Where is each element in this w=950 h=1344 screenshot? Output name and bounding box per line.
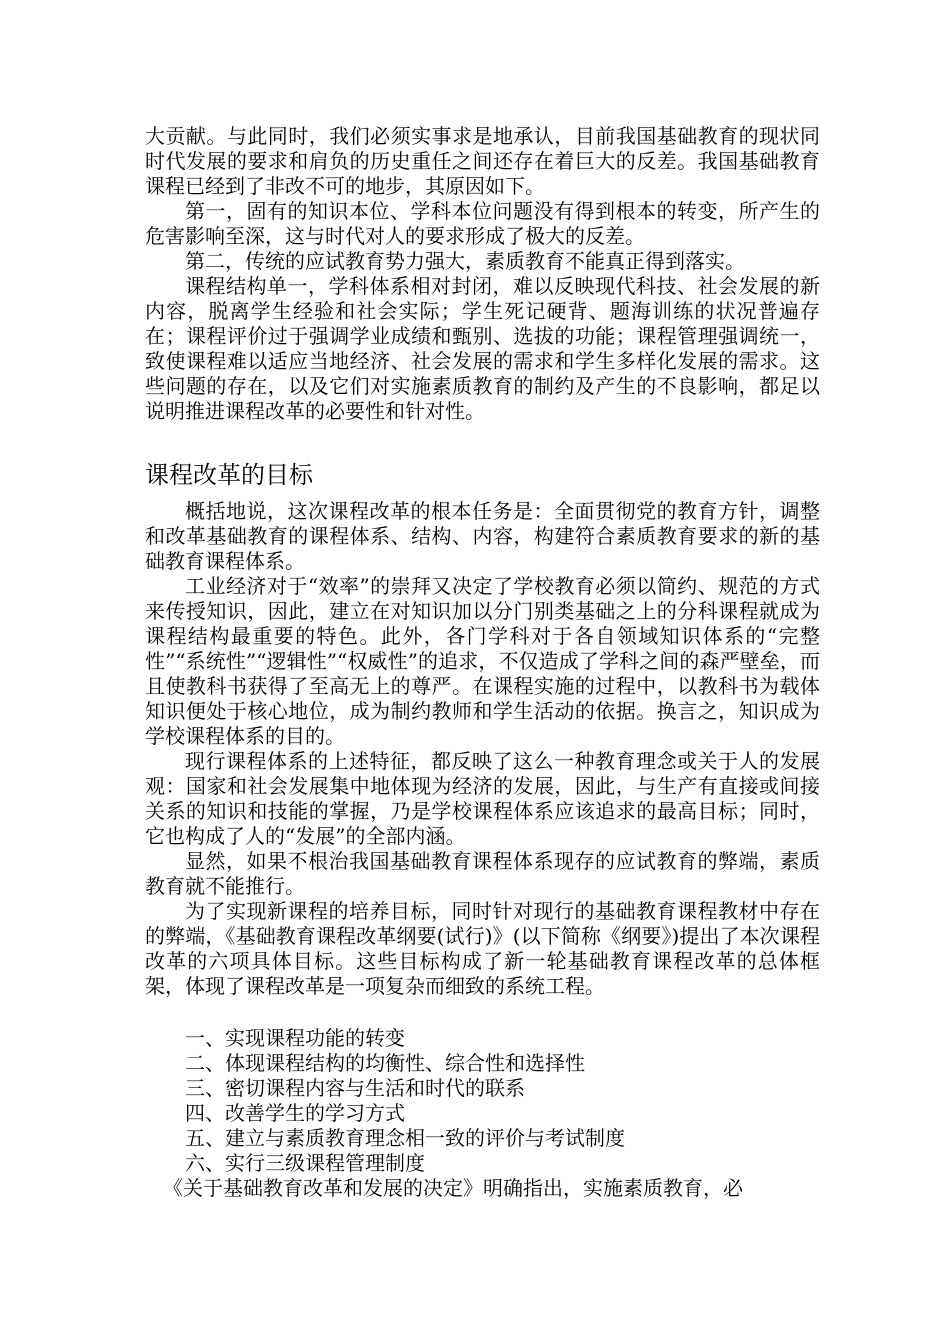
section-paragraph-1: 概括地说，这次课程改革的根本任务是：全面贯彻党的教育方针，调整和改革基础教育的课程体系、结构、内容，构建符合素质教育要求的新的基础教育课程体系。	[145, 499, 820, 573]
goal-item: 六、实行三级课程管理制度	[185, 1151, 425, 1175]
intro-paragraph-4: 课程结构单一，学科体系相对封闭，难以反映现代科技、社会发展的新内容，脱离学生经验和社会实际；学生死记硬背、题海训练的状况普遍存在；课程评价过于强调学业成绩和甄别、选拔的功能；课程管理强调统一，致使课程难以适应当地经济、社会发展的需求和学生多样化发展的需求。这些问题的存在，以及它们对实施素质教育的制约及产生的不良影响，都足以说明推进课程改革的必要性和针对性。	[145, 274, 820, 423]
goal-list	[145, 1026, 820, 1176]
section-paragraph-3: 现行课程体系的上述特征，都反映了这么一种教育理念或关于人的发展观：国家和社会发展集中地体现为经济的发展，因此，与生产有直接或间接关系的知识和技能的掌握，乃是学校课程体系应该追求的最高目标；同时，它也构成了人的“发展”的全部内涵。	[145, 749, 820, 848]
section-paragraph-5: 为了实现新课程的培养目标，同时针对现行的基础教育课程教材中存在的弊端，《基础教育课程改革纲要(试行)》(以下简称《纲要》)提出了本次课程改革的六项具体目标。这些目标构成了新一轮基础教育课程改革的总体框架，体现了课程改革是一项复杂而细致的系统工程。	[145, 899, 820, 998]
section-paragraph-4: 显然，如果不根治我国基础教育课程体系现存的应试教育的弊端，素质教育就不能推行。	[145, 849, 820, 898]
goal-item: 三、密切课程内容与生活和时代的联系	[185, 1076, 525, 1100]
document-body	[145, 124, 820, 1201]
goal-item: 一、实现课程功能的转变	[185, 1026, 405, 1050]
goal-item: 五、建立与素质教育理念相一致的评价与考试制度	[185, 1126, 625, 1150]
goal-item: 二、体现课程结构的均衡性、综合性和选择性	[185, 1051, 585, 1075]
intro-paragraph-1: 大贡献。与此同时，我们必须实事求是地承认，目前我国基础教育的现状同时代发展的要求和肩负的历史重任之间还存在着巨大的反差。我国基础教育课程已经到了非改不可的地步，其原因如下。	[145, 124, 820, 198]
intro-paragraph-3: 第二，传统的应试教育势力强大，素质教育不能真正得到落实。	[185, 249, 745, 273]
closing-paragraph: 《关于基础教育改革和发展的决定》明确指出，实施素质教育，必	[163, 1176, 743, 1200]
goal-item: 四、改善学生的学习方式	[185, 1101, 405, 1125]
intro-paragraph-2: 第一，固有的知识本位、学科本位问题没有得到根本的转变，所产生的危害影响至深，这与时代对人的要求形成了极大的反差。	[145, 199, 820, 248]
section-paragraph-2: 工业经济对于“效率”的崇拜又决定了学校教育必须以简约、规范的方式来传授知识，因此，建立在对知识加以分门别类基础之上的分科课程就成为课程结构最重要的特色。此外，各门学科对于各自领域知识体系的“完整性”“系统性”“逻辑性”“权威性”的追求，不仅造成了学科之间的森严壁垒，而且使教科书获得了至高无上的尊严。在课程实施的过程中，以教科书为载体知识便处于核心地位，成为制约教师和学生活动的依据。换言之，知识成为学校课程体系的目的。	[145, 574, 820, 748]
section-heading: 课程改革的目标	[145, 461, 313, 489]
